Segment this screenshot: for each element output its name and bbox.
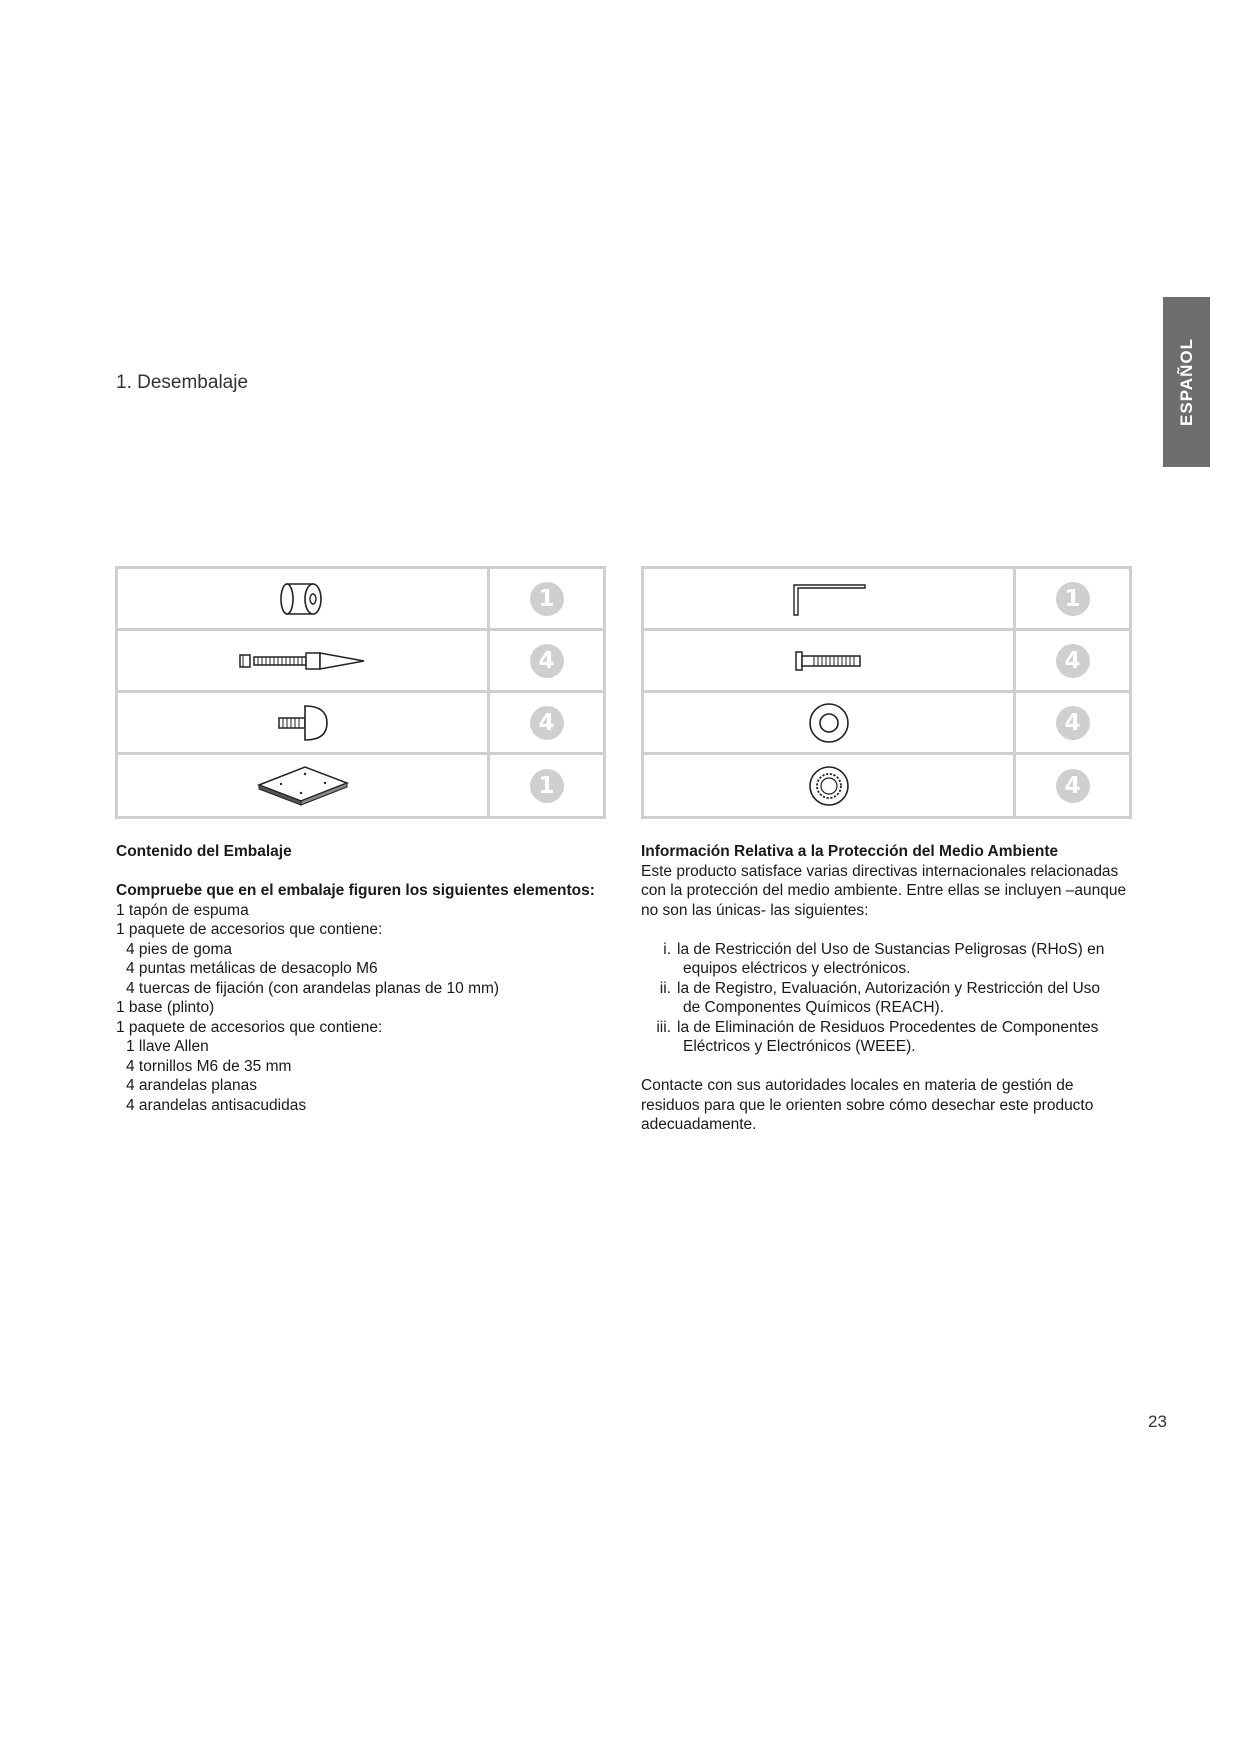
quantity-badge: 4 [1056,644,1090,678]
table-row [644,631,1129,693]
environment-heading: Información Relativa a la Protección del Medio Ambiente [641,843,1059,860]
environment-intro: Este producto satisface varias directivas internacionales relacionadas con la protección del medio ambiente. Entre ellas se incluyen –aunque no son las únicas- las siguientes: [641,862,1127,919]
table-row [118,693,603,755]
quantity-badge: 4 [1056,706,1090,740]
parts-table-right [641,566,1132,819]
lock-washer-icon [806,763,852,809]
page-number: 23 [1148,1412,1167,1431]
table-row [644,693,1129,755]
list-item: 4 pies de goma [126,940,232,958]
list-item: 4 tuercas de fijación (con arandelas planas de 10 mm) [126,979,500,997]
plinth-base-icon [253,761,353,811]
package-contents-heading: Contenido del Embalaje [116,843,292,860]
table-row [644,755,1129,817]
decoupling-spike-icon [238,646,368,676]
environment-info-section [641,842,1131,1135]
quantity-badge: 4 [1056,769,1090,803]
table-row [118,631,603,693]
list-item: iii. la de Eliminación de Residuos Procedentes de Componentes [641,1018,1131,1038]
list-item: 1 llave Allen [126,1038,209,1055]
list-marker: iii. [656,1018,671,1036]
foam-plug-icon [273,576,333,622]
list-item: 4 tornillos M6 de 35 mm [126,1057,292,1075]
list-item: i. la de Restricción del Uso de Sustancias Peligrosas (RHoS) en [641,940,1131,960]
list-marker: ii. [659,979,671,997]
parts-table-left [115,566,606,819]
list-item: 1 base (plinto) [116,999,215,1016]
list-item: 4 arandelas planas [126,1077,257,1094]
screw-m6-icon [794,646,864,676]
list-item: 1 paquete de accesorios que contiene: [116,1018,383,1036]
quantity-badge: 4 [530,644,564,678]
rubber-foot-icon [273,700,333,746]
language-tab [1163,297,1210,467]
list-item: 4 arandelas antisacudidas [126,1096,307,1114]
directives-list: i. la de Restricción del Uso de Sustancias Peligrosas (RHoS) en equipos eléctricos y electrónicos. ii. la de Registro, Evaluación, Autorización y Restricción del Uso de Componentes Químicos (REACH). iii. la de Eliminación de Residuos Procedentes de Componentes Eléctricos y Electrónicos (WEEE). [641,940,1131,1057]
table-row [118,569,603,631]
list-item: 4 puntas metálicas de desacoplo M6 [126,960,378,977]
section-title: 1. Desembalaje [116,372,249,393]
language-tab-label: ESPAÑOL [1176,338,1196,426]
flat-washer-icon [806,700,852,746]
allen-key-icon [789,579,869,619]
environment-outro: Contacte con sus autoridades locales en materia de gestión de residuos para que le orienten sobre cómo desechar este producto adecuadamente. [641,1077,1094,1133]
list-item: ii. la de Registro, Evaluación, Autorización y Restricción del Uso [641,979,1131,999]
table-row [644,569,1129,631]
package-contents-subheading: Compruebe que en el embalaje figuren los siguientes elementos: [116,882,595,899]
table-row [118,755,603,817]
quantity-badge: 1 [1056,582,1090,616]
list-item: 1 tapón de espuma [116,901,249,919]
quantity-badge: 1 [530,769,564,803]
quantity-badge: 4 [530,706,564,740]
package-contents-section [116,842,596,1115]
list-item: 1 paquete de accesorios que contiene: [116,921,383,938]
list-marker: i. [663,940,671,958]
quantity-badge: 1 [530,582,564,616]
